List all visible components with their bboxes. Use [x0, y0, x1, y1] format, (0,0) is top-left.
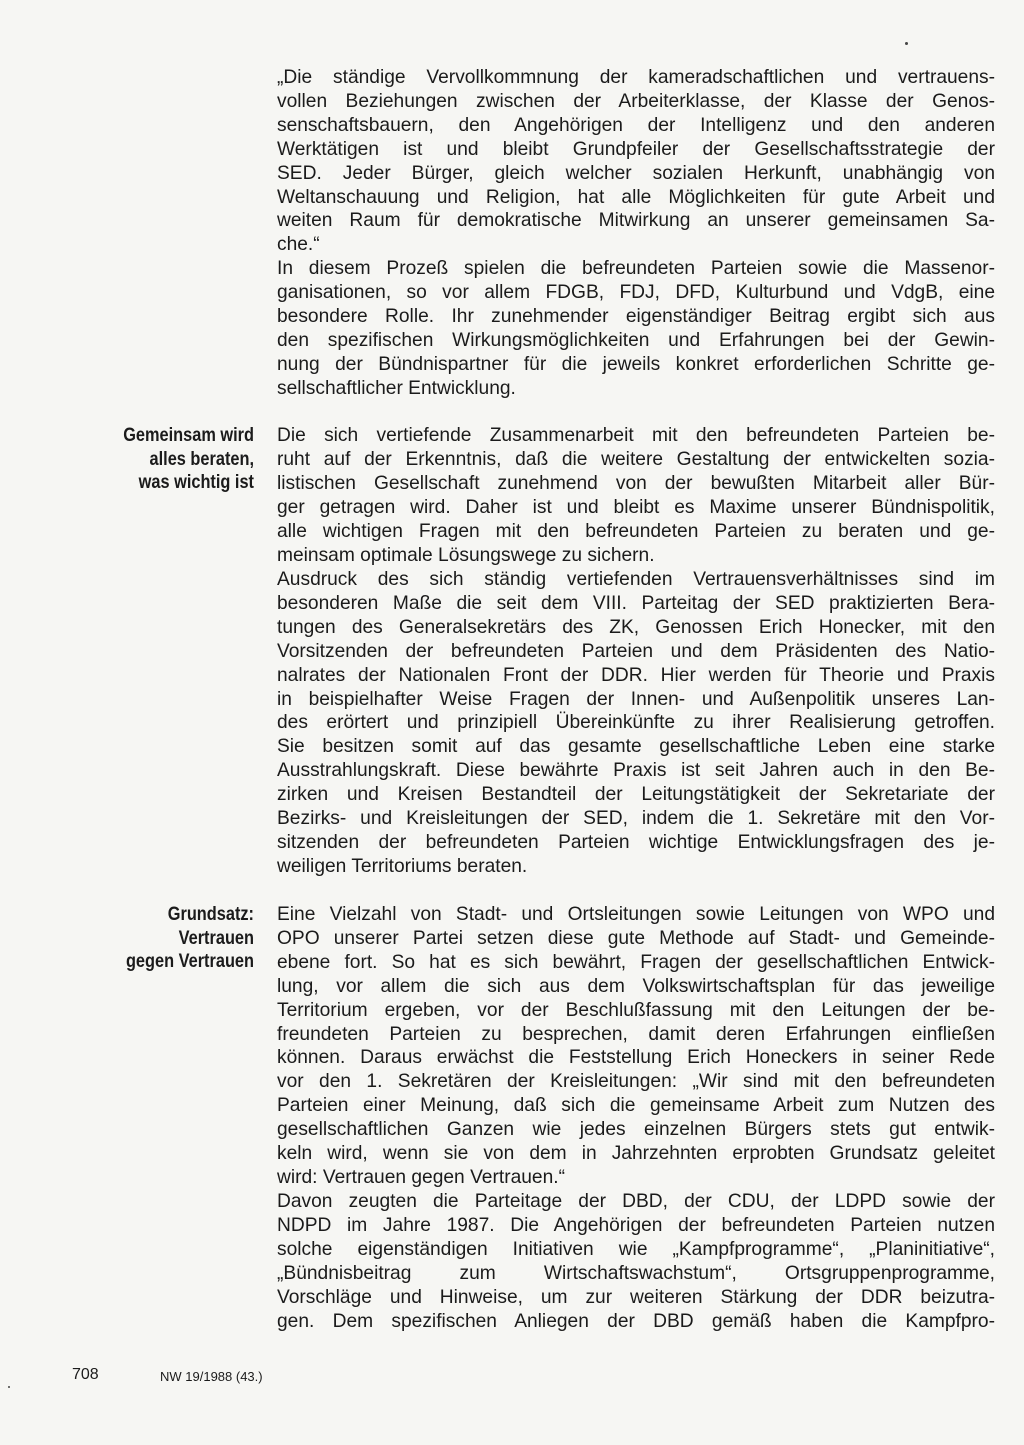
text-line: sellschaftlicher Entwicklung.	[277, 377, 516, 399]
text-line: weiligen Territoriums beraten.	[277, 855, 528, 877]
text-line: Ausstrahlungskraft. Diese bewährte Praxis ist seit Jahren auch in den Be-	[277, 760, 995, 782]
text-line: Weltanschauung und Religion, hat alle Möglichkeiten für gute Arbeit und	[277, 186, 995, 208]
text-line: meinsam optimale Lösungswege zu sichern.	[277, 544, 655, 566]
text-line: ganisationen, so vor allem FDGB, FDJ, DFD, Kulturbund und VdgB, eine	[277, 281, 995, 303]
text-line: Vorsitzenden der befreundeten Parteien und dem Präsidenten des Natio-	[277, 640, 995, 662]
text-line: lung, vor allem die sich aus dem Volkswirtschaftsplan für das jeweilige	[277, 975, 995, 997]
text-line: alle wichtigen Fragen mit den befreundeten Parteien zu beraten und ge-	[277, 520, 995, 542]
scan-speck	[8, 1386, 10, 1388]
text-line: nung der Bündnispartner für die jeweils konkret erforderlichen Schritte ge-	[277, 353, 995, 375]
text-line: „Bündnisbeitrag zum Wirtschaftswachstum“, Ortsgruppenprogramme,	[277, 1262, 995, 1284]
text-line: Bezirks- und Kreisleitungen der SED, indem die 1. Sekretäre mit den Vor-	[277, 808, 995, 830]
text-line: besonderen Maße die seit dem VIII. Parteitag der SED praktizierten Bera-	[277, 592, 995, 614]
text-line: wird: Vertrauen gegen Vertrauen.“	[277, 1166, 565, 1188]
text-line: gen. Dem spezifischen Anliegen der DBD gemäß haben die Kampfpro-	[277, 1310, 995, 1332]
text-line: können. Daraus erwächst die Feststellung Erich Honeckers in seiner Rede	[277, 1047, 995, 1069]
paragraph-cooperation	[277, 424, 995, 567]
text-line: gesellschaftlichen Ganzen wie jedes einzelnen Bürgers stets gut entwik-	[277, 1119, 995, 1141]
issue-reference: NW 19/1988 (43.)	[160, 1369, 263, 1384]
text-line: keln wird, wenn sie von dem in Jahrzehnten erprobten Grundsatz geleitet	[277, 1143, 995, 1165]
paragraph-method	[277, 903, 995, 1190]
text-line: sitzenden der befreundeten Parteien wichtige Entwicklungsfragen des je-	[277, 831, 995, 853]
text-line: In diesem Prozeß spielen die befreundeten Parteien sowie die Massenor-	[277, 258, 995, 279]
text-line: besondere Rolle. Ihr zunehmender eigenständiger Beitrag ergibt sich aus	[277, 305, 995, 327]
text-line: listischen Gesellschaft zunehmend von der bewußten Mitarbeit aller Bür-	[277, 472, 995, 494]
text-line: Vorschläge und Hinweise, um zur weiteren Stärkung der DDR beizutra-	[277, 1286, 995, 1308]
margin-note-line: Grundsatz:	[167, 904, 254, 925]
text-line: tungen des Generalsekretärs des ZK, Genossen Erich Honecker, mit den	[277, 616, 995, 638]
text-line: solche eigenständigen Initiativen wie „Kampfprogramme“, „Planinitiative“,	[277, 1238, 995, 1260]
text-line: vor den 1. Sekretären der Kreisleitungen: „Wir sind mit den befreundeten	[277, 1071, 995, 1093]
margin-note-line: Vertrauen	[178, 927, 254, 949]
text-line: „Die ständige Vervollkommnung der kameradschaftlichen und vertrauens-	[277, 67, 995, 88]
text-line: Parteien einer Meinung, daß sich die gemeinsame Arbeit zum Nutzen des	[277, 1095, 995, 1117]
text-line: ruht auf der Erkenntnis, daß die weitere Gestaltung der entwickelten sozia-	[277, 448, 995, 470]
paragraph-quote	[277, 66, 995, 257]
text-line: Werktätigen ist und bleibt Grundpfeiler der Gesellschaftsstrategie der	[277, 138, 995, 160]
margin-note-line: alles beraten,	[149, 448, 254, 470]
text-line: den spezifischen Wirkungsmöglichkeiten und Erfahrungen bei der Gewin-	[277, 329, 995, 351]
text-line: vollen Beziehungen zwischen der Arbeiterklasse, der Klasse der Genos-	[277, 90, 995, 112]
paragraph-party-congresses	[277, 1190, 995, 1333]
text-line: Sie besitzen somit auf das gesamte gesellschaftliche Leben eine starke	[277, 736, 995, 758]
margin-note-line: was wichtig ist	[138, 472, 254, 493]
text-line: Davon zeugten die Parteitage der DBD, der CDU, der LDPD sowie der	[277, 1191, 995, 1212]
text-line: Territorium ergeben, vor der Beschlußfassung mit den Leitungen der be-	[277, 999, 995, 1021]
paragraph-trust	[277, 568, 995, 879]
text-line: Die sich vertiefende Zusammenarbeit mit den befreundeten Parteien be-	[277, 425, 995, 446]
text-line: des erörtert und prinzipiell Übereinkünfte zu ihrer Realisierung getroffen.	[277, 712, 995, 734]
text-line: NDPD im Jahre 1987. Die Angehörigen der befreundeten Parteien nutzen	[277, 1214, 995, 1236]
text-line: weiten Raum für demokratische Mitwirkung an unserer gemeinsamen Sa-	[277, 210, 995, 232]
margin-note-grundsatz	[65, 903, 254, 974]
text-line: in beispielhafter Weise Fragen der Innen- und Außenpolitik unseres Lan-	[277, 688, 995, 710]
text-line: SED. Jeder Bürger, gleich welcher sozialen Herkunft, unabhängig von	[277, 162, 995, 184]
text-line: ebene fort. So hat es sich bewährt, Fragen der gesellschaftlichen Entwick-	[277, 951, 995, 973]
text-line: ger getragen wird. Daher ist und bleibt es Maxime unserer Bündnispolitik,	[277, 496, 995, 518]
text-line: Ausdruck des sich ständig vertiefenden Vertrauensverhältnisses sind im	[277, 569, 995, 590]
paragraph-process	[277, 257, 995, 400]
margin-note-line: Gemeinsam wird	[123, 425, 254, 446]
page-number: 708	[72, 1366, 99, 1383]
text-line: OPO unserer Partei setzen diese gute Methode auf Stadt- und Gemeinde-	[277, 927, 995, 949]
text-line: che.“	[277, 234, 320, 256]
text-line: nalrates der Nationalen Front der DDR. Hier werden für Theorie und Praxis	[277, 664, 995, 686]
text-line: senschaftsbauern, den Angehörigen der Intelligenz und den anderen	[277, 114, 995, 136]
margin-note-line: gegen Vertrauen	[125, 951, 254, 972]
text-line: freundeten Parteien zu besprechen, damit deren Erfahrungen einfließen	[277, 1023, 995, 1045]
margin-note-gemeinsam	[65, 424, 254, 495]
text-line: zirken und Kreisen Bestandteil der Leitungstätigkeit der Sekretariate der	[277, 784, 995, 806]
text-line: Eine Vielzahl von Stadt- und Ortsleitungen sowie Leitungen von WPO und	[277, 904, 995, 925]
scan-speck	[905, 42, 908, 45]
